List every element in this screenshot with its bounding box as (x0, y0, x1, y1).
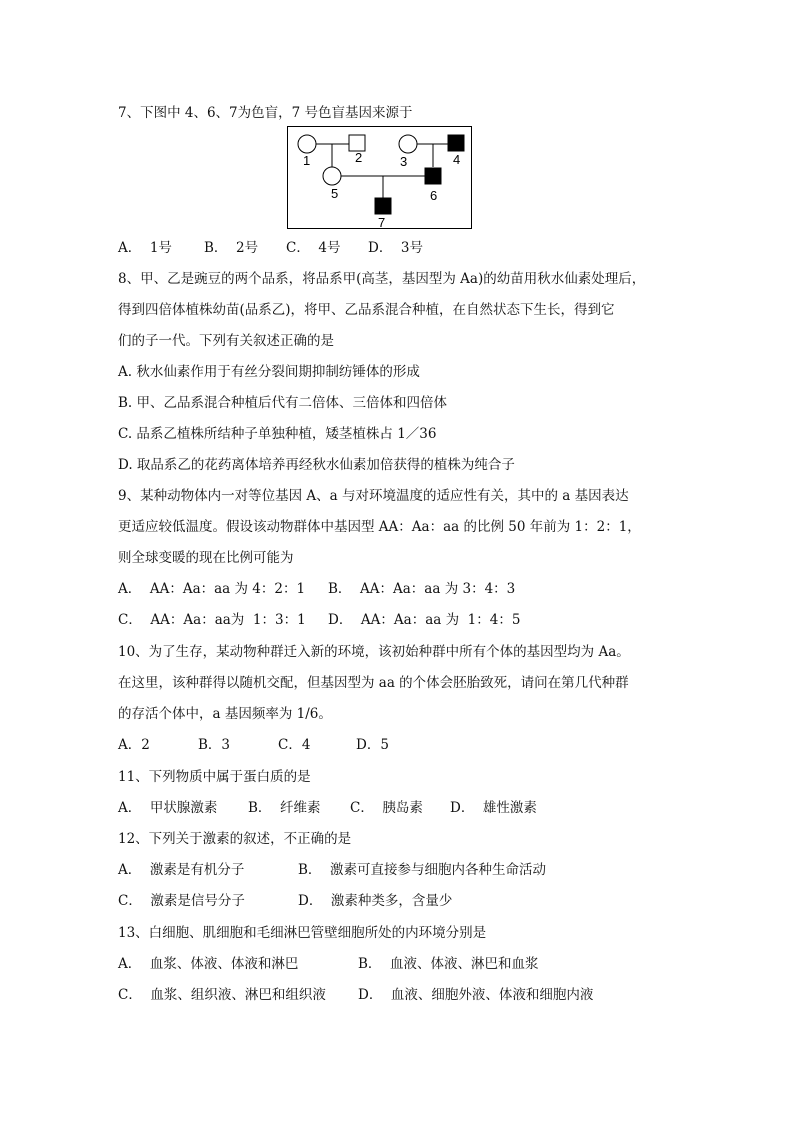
q7-option-c[interactable]: C． 4号 (286, 240, 341, 256)
q9-options-row-1 (118, 579, 718, 599)
q13-option-c[interactable]: C． 血浆、组织液、淋巴和组织液 (118, 987, 326, 1003)
pedigree-chart (287, 126, 473, 230)
pedigree-label-1: 1 (303, 153, 311, 168)
q8-stem-line-2: 得到四倍体植株幼苗(品系乙)，将甲、乙品系混合种植，在自然状态下生长，得到它 (118, 302, 615, 318)
q8-stem-line-3: 们的子一代。下列有关叙述正确的是 (118, 333, 334, 349)
q11-option-a[interactable]: A． 甲状腺激素 (118, 800, 218, 816)
q13-option-d[interactable]: D． 血液、细胞外液、体液和细胞内液 (358, 987, 594, 1003)
q7-option-a[interactable]: A． 1号 (118, 240, 172, 256)
q11-option-c[interactable]: C． 胰岛素 (350, 800, 423, 816)
q11-option-b[interactable]: B． 纤维素 (248, 800, 321, 816)
q9-option-c[interactable]: C． AA：Aa：aa为 1：3：1 (118, 612, 306, 628)
q8-option-c[interactable]: C. 品系乙植株所结种子单独种植，矮茎植株占 1／36 (118, 426, 437, 442)
q12-option-b[interactable]: B． 激素可直接参与细胞内各种生命活动 (298, 862, 547, 878)
q7-stem: 7、下图中 4、6、7为色盲，7 号色盲基因来源于 (118, 105, 413, 121)
individual-5-female (323, 167, 341, 185)
q10-option-c[interactable]: C．4 (278, 737, 311, 753)
individual-6-affected-male (425, 168, 441, 184)
q10-option-d[interactable]: D．5 (356, 737, 389, 753)
q10-stem-line-3: 的存活个体中，a 基因频率为 1/6。 (118, 706, 332, 722)
q9-option-b[interactable]: B． AA：Aa：aa 为 3：4：3 (328, 581, 516, 597)
q13-stem: 13、白细胞、肌细胞和毛细淋巴管壁细胞所处的内环境分别是 (118, 925, 487, 941)
q10-options (118, 735, 718, 755)
q9-stem-line-2: 更适应较低温度。假设该动物群体中基因型 AA：Aa：aa 的比例 50 年前为 1：2：1， (118, 519, 641, 535)
q10-stem-line-2: 在这里，该种群得以随机交配，但基因型为 aa 的个体会胚胎致死，请问在第几代种群 (118, 675, 629, 691)
q8-stem-line-1: 8、甲、乙是豌豆的两个品系，将品系甲(高茎，基因型为 Aa)的幼苗用秋水仙素处理后， (118, 271, 646, 287)
q12-option-c[interactable]: C． 激素是信号分子 (118, 893, 245, 909)
q13-options-row-1 (118, 954, 718, 974)
q13-option-b[interactable]: B． 血液、体液、淋巴和血浆 (358, 956, 539, 972)
q12-option-a[interactable]: A． 激素是有机分子 (118, 862, 245, 878)
pedigree-label-4: 4 (453, 152, 461, 167)
q12-options-row-1 (118, 860, 718, 880)
individual-2-male (349, 135, 365, 151)
q11-options (118, 798, 718, 818)
individual-1-female (298, 135, 316, 153)
q9-stem-line-3: 则全球变暖的现在比例可能为 (118, 550, 294, 566)
pedigree-label-7: 7 (378, 215, 386, 230)
q9-option-a[interactable]: A． AA：Aa：aa 为 4：2：1 (118, 581, 306, 597)
pedigree-label-6: 6 (430, 188, 438, 203)
q13-option-a[interactable]: A． 血浆、体液、体液和淋巴 (118, 956, 299, 972)
q10-option-a[interactable]: A．2 (118, 737, 150, 753)
q9-option-d[interactable]: D． AA：Aa：aa 为 1：4：5 (328, 612, 521, 628)
individual-4-affected-male (448, 135, 464, 151)
q13-options-row-2 (118, 985, 718, 1005)
q7-options (118, 238, 718, 258)
q10-stem-line-1: 10、为了生存，某动物种群迁入新的环境，该初始种群中所有个体的基因型均为 Aa。 (118, 644, 630, 660)
q7-option-d[interactable]: D． 3号 (368, 240, 423, 256)
q8-option-a[interactable]: A. 秋水仙素作用于有丝分裂间期抑制纺锤体的形成 (118, 364, 420, 380)
q11-stem: 11、下列物质中属于蛋白质的是 (118, 769, 311, 785)
pedigree-label-2: 2 (355, 150, 363, 165)
q9-stem-line-1: 9、某种动物体内一对等位基因 A、a 与对环境温度的适应性有关，其中的 a 基因表达 (118, 488, 629, 504)
q12-option-d[interactable]: D． 激素种类多，含量少 (298, 893, 453, 909)
q11-option-d[interactable]: D． 雄性激素 (450, 800, 537, 816)
pedigree-label-5: 5 (331, 186, 339, 201)
q12-options-row-2 (118, 891, 718, 911)
individual-7-affected-male (375, 198, 391, 214)
q12-stem: 12、下列关于激素的叙述，不正确的是 (118, 831, 352, 847)
q8-option-b[interactable]: B. 甲、乙品系混合种植后代有二倍体、三倍体和四倍体 (118, 395, 448, 411)
q8-option-d[interactable]: D. 取品系乙的花药离体培养再经秋水仙素加倍获得的植株为纯合子 (118, 457, 515, 473)
q7-option-b[interactable]: B． 2号 (204, 240, 259, 256)
q9-options-row-2 (118, 610, 718, 630)
q10-option-b[interactable]: B．3 (198, 737, 231, 753)
individual-3-female (399, 135, 417, 153)
pedigree-label-3: 3 (400, 154, 408, 169)
